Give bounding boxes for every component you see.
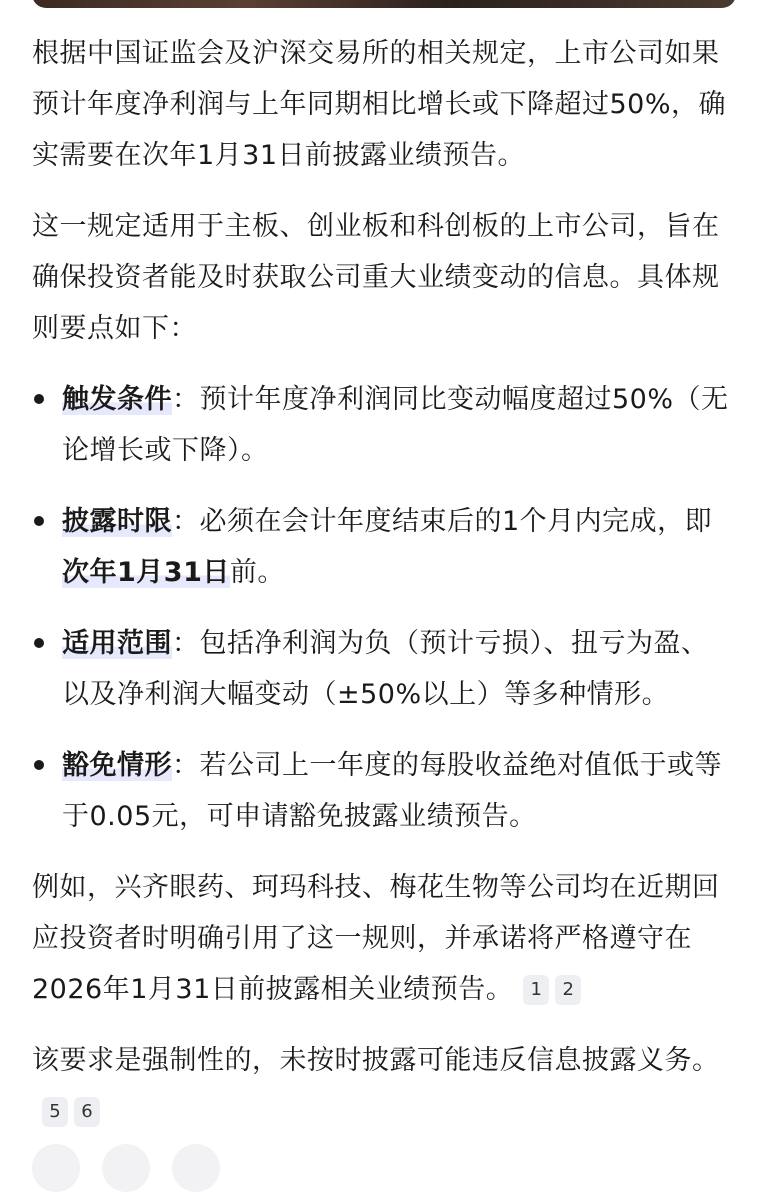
conclusion-text: 该要求是强制性的，未按时披露可能违反信息披露义务。 [32, 1045, 720, 1076]
rules-list [32, 374, 732, 842]
bullet-text: 包括净利润为负（预计亏损）、扭亏为盈、以及净利润大幅变动（±50%以上）等多种情形。 [62, 628, 709, 710]
citation-badge[interactable]: 6 [74, 1097, 100, 1127]
citation-badge[interactable]: 1 [523, 975, 549, 1005]
example-text: 例如，兴齐眼药、珂玛科技、梅花生物等公司均在近期回应投资者时明确引用了这一规则，并承诺将严格遵守在2026年1月31日前披露相关业绩预告。 [32, 872, 720, 1005]
bullet-text: 若公司上一年度的每股收益绝对值低于或等于0.05元，可申请豁免披露业绩预告。 [62, 750, 722, 832]
bullet-dot [34, 516, 44, 526]
bullet-dot [34, 760, 44, 770]
conclusion-paragraph [32, 1035, 732, 1137]
list-item [32, 740, 732, 842]
bullet-term: 适用范围 [62, 628, 172, 659]
bullet-term: 触发条件 [62, 384, 172, 415]
action-button[interactable] [172, 1144, 220, 1192]
list-item [32, 618, 732, 720]
list-item [32, 496, 732, 598]
bullet-text: 预计年度净利润同比变动幅度超过50%（无论增长或下降）。 [62, 384, 729, 466]
bullet-dot [34, 638, 44, 648]
intro-paragraph: 根据中国证监会及沪深交易所的相关规定，上市公司如果预计年度净利润与上年同期相比增长或下降超过50%，确实需要在次年1月31日前披露业绩预告。 [32, 38, 727, 171]
list-item [32, 374, 732, 476]
scope-paragraph: 这一规定适用于主板、创业板和科创板的上市公司，旨在确保投资者能及时获取公司重大业绩变动的信息。具体规则要点如下： [32, 211, 720, 344]
action-button[interactable] [32, 1144, 80, 1192]
bullet-text-after: 前。 [229, 557, 285, 588]
citation-badge[interactable]: 5 [42, 1097, 68, 1127]
bullet-term: 披露时限 [62, 506, 172, 537]
action-button[interactable] [102, 1144, 150, 1192]
bullet-emphasis: 次年1月31日 [62, 557, 230, 588]
bullet-separator: ： [172, 628, 200, 659]
bullet-separator: ： [172, 750, 200, 781]
bullet-separator: ： [172, 384, 200, 415]
bullet-term: 豁免情形 [62, 750, 172, 781]
bullet-separator: ： [172, 506, 200, 537]
bullet-text: 必须在会计年度结束后的1个月内完成，即 [199, 506, 713, 537]
example-paragraph [32, 862, 732, 1015]
answer-content [32, 28, 732, 1157]
bullet-dot [34, 394, 44, 404]
header-image-strip [32, 0, 736, 8]
action-toolbar [32, 1144, 220, 1184]
citation-badge[interactable]: 2 [555, 975, 581, 1005]
